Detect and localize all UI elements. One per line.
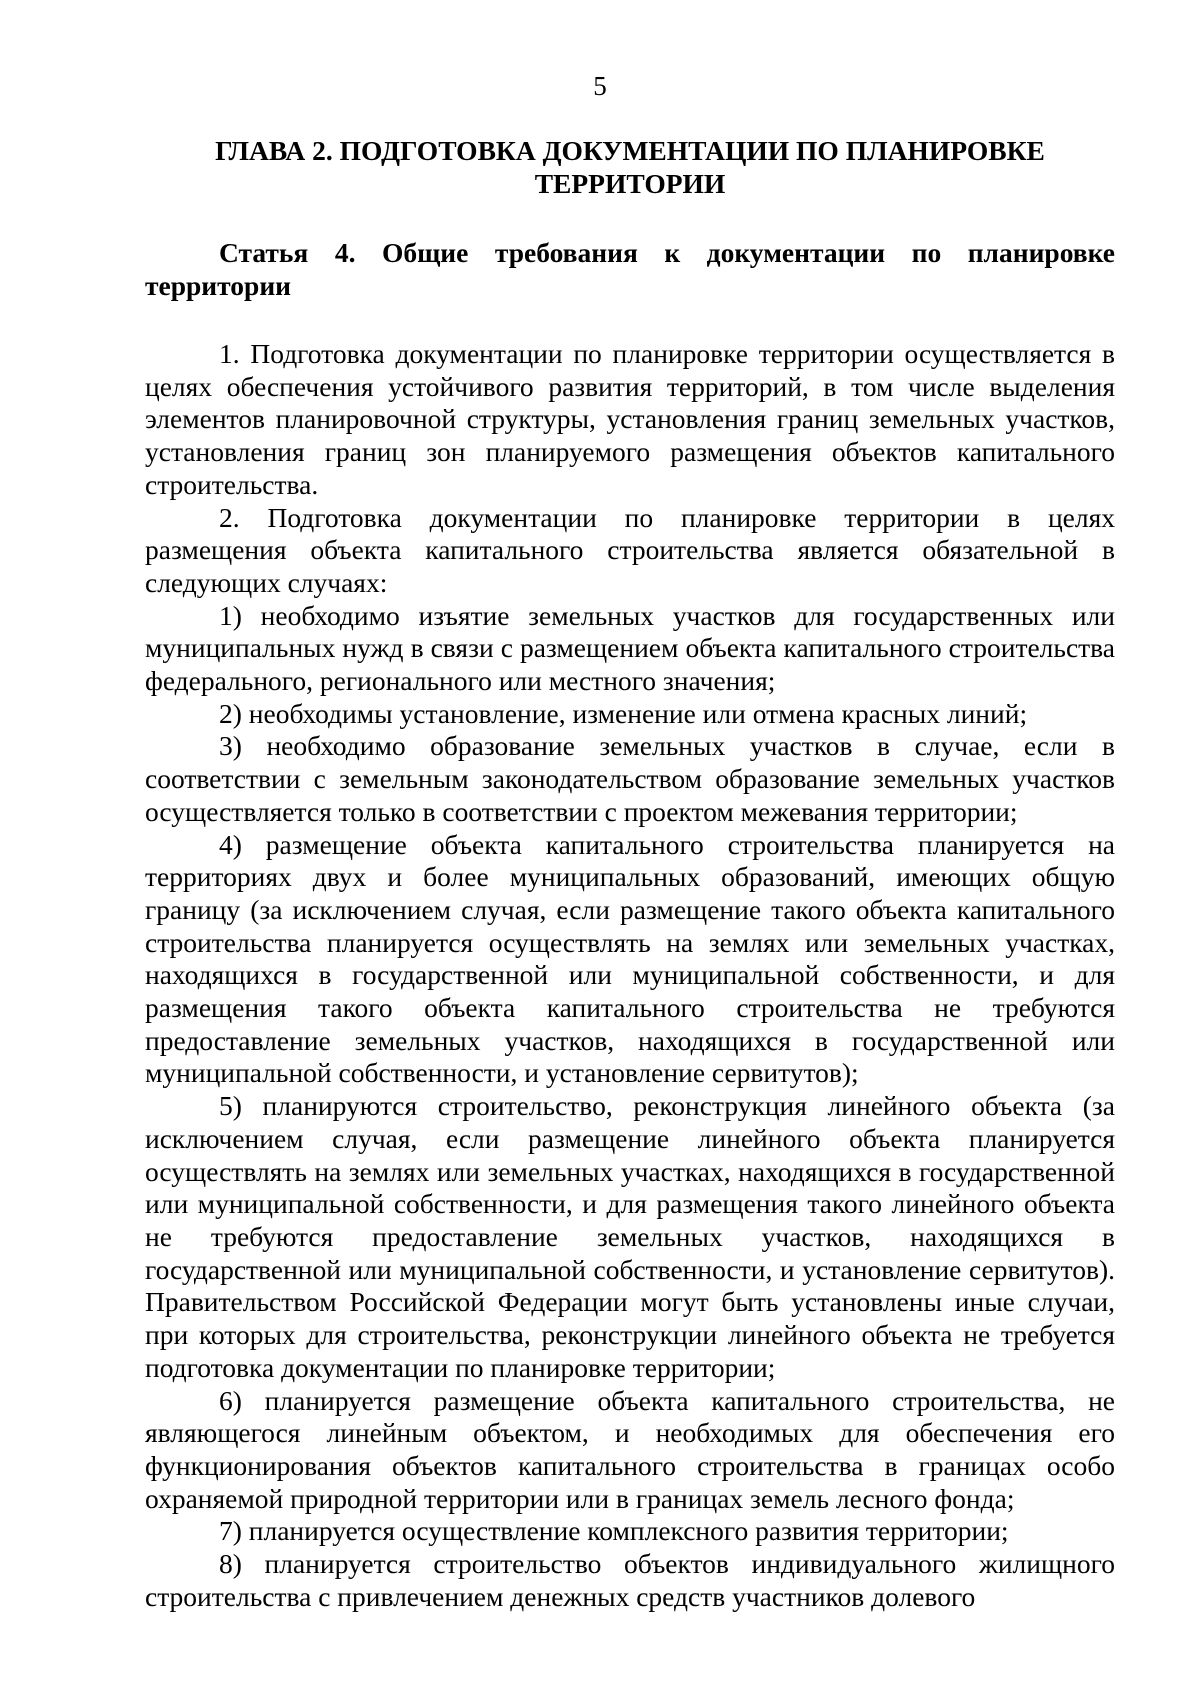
list-item-2: 2) необходимы установление, изменение или отмена красных линий; [219, 697, 1028, 729]
paragraph-1: 1. Подготовка документации по планировке территории осуществляется в целях обеспечения устойчивого развития территорий, в том числе выделения элементов планировочной структуры, установления границ земельных участков, установления границ зон планируемого размещения объектов капитального строительства. [145, 338, 1115, 500]
list-item-1: 1) необходимо изъятие земельных участков для государственных или муниципальных нужд в связи с размещением объекта капитального строительства федерального, регионального или местного значения; [145, 599, 1115, 697]
document-content [145, 134, 1115, 1613]
list-item-7: 7) планируется осуществление комплексного развития территории; [219, 1515, 1009, 1547]
chapter-title-line-2: ТЕРРИТОРИИ [534, 168, 726, 199]
list-item-3: 3) необходимо образование земельных участков в случае, если в соответствии с земельным законодательством образование земельных участков осуществляется только в соответствии с проектом межевания территории; [145, 730, 1115, 827]
paragraph-2: 2. Подготовка документации по планировке территории в целях размещения объекта капитального строительства является обязательной в следующих случаях: [145, 501, 1115, 598]
article-title: Статья 4. Общие требования к документации по планировке территории [145, 237, 1115, 301]
list-item-8: 8) планируется строительство объектов индивидуального жилищного строительства с привлечением денежных средств участников долевого [145, 1548, 1115, 1612]
list-item-4: 4) размещение объекта капитального строительства планируется на территориях двух и более муниципальных образований, имеющих общую границу (за исключением случая, если размещение такого объекта капитального строительства планируется осуществлять на землях или земельных участках, находящихся в государственной или муниципальной собственности, и для размещения такого объекта капитального строительства не требуются предоставление земельных участков, находящихся в государственной или муниципальной собственности, и установление сервитутов); [145, 828, 1115, 1089]
article-body [145, 338, 1115, 1613]
chapter-title-line-1: ГЛАВА 2. ПОДГОТОВКА ДОКУМЕНТАЦИИ ПО ПЛАНИРОВКЕ [215, 135, 1045, 166]
chapter-title [145, 134, 1115, 200]
list-item-5: 5) планируются строительство, реконструкция линейного объекта (за исключением случая, если размещение линейного объекта планируется осуществлять на землях или земельных участках, находящихся в государственной или муниципальной собственности, и для размещения такого линейного объекта не требуются предоставление земельных участков, находящихся в государственной или муниципальной собственности, и установление сервитутов). Правительством Российской Федерации могут быть установлены иные случаи, при которых для строительства, реконструкции линейного объекта не требуется подготовка документации по планировке территории; [145, 1090, 1115, 1383]
list-item-6: 6) планируется размещение объекта капитального строительства, не являющегося линейным объектом, и необходимых для обеспечения его функционирования объектов капитального строительства в границах особо охраняемой природной территории или в границах земель лесного фонда; [145, 1384, 1115, 1514]
page-number: 5 [593, 71, 607, 101]
